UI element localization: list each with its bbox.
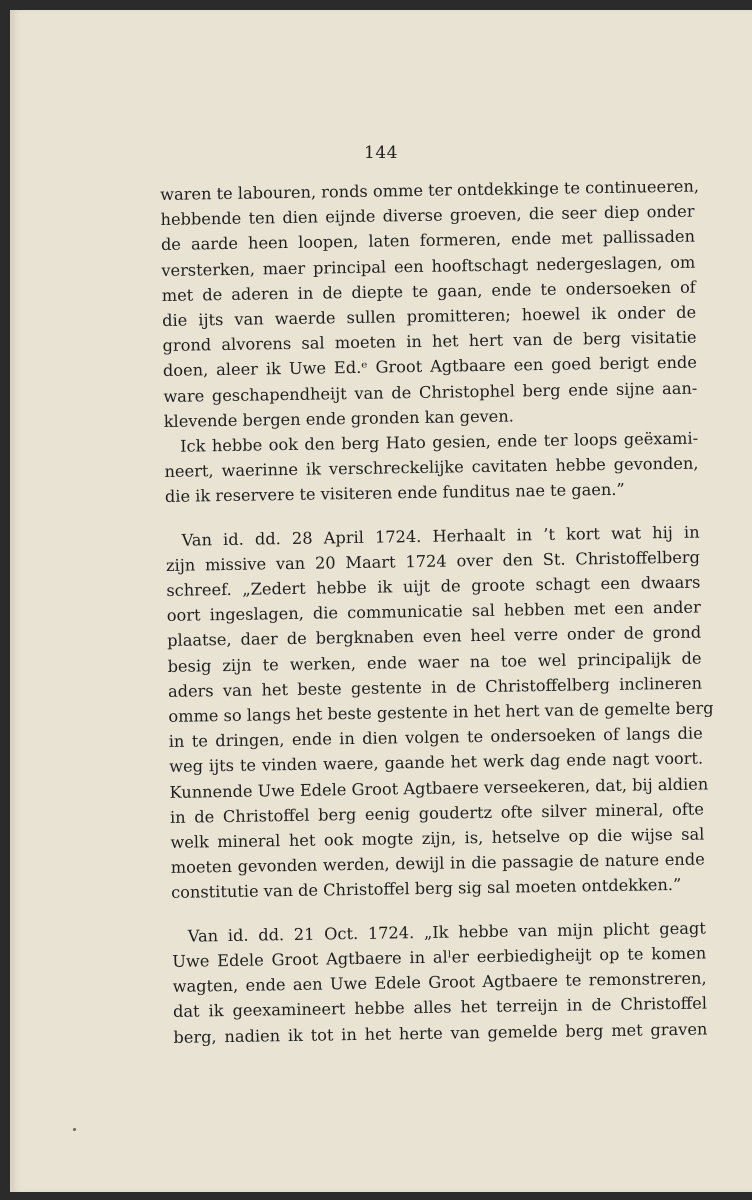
- paragraph-2: [164, 426, 699, 510]
- text-line: besig zijn te werken, ende waer na toe wel principalijk de: [167, 648, 702, 676]
- text-line: ware geschapendheijt van de Christophel berg ende sijne aan-: [163, 378, 698, 406]
- paragraph-1: [160, 174, 698, 434]
- text-line: welk mineral het ook mogte zijn, is, hetselve op die wijse sal: [170, 824, 705, 852]
- text-line: Kunnende Uwe Edele Groot Agtbaere verseekeren, dat, bij aldien: [169, 774, 709, 802]
- text-line: versterken, maer principal een hooftschagt nedergeslagen, om: [161, 252, 696, 280]
- text-line: Ick hebbe ook den berg Hato gesien, ende ter loops geëxami-: [180, 428, 699, 456]
- text-line: klevende bergen ende gronden kan geven.: [163, 406, 515, 431]
- text-line: in te dringen, ende in dien volgen te ondersoeken of langs die: [168, 723, 703, 752]
- text-line: berg, nadien ik tot in het herte van gemelde berg met graven: [173, 1019, 708, 1047]
- text-line: schreef. „Zedert hebbe ik uijt de groote schagt een dwaars: [166, 572, 701, 600]
- page-edge: [10, 10, 14, 1192]
- text-line: Van id. dd. 28 April 1724. Herhaalt in ’t kort wat hij in: [181, 522, 700, 550]
- text-line: die ijts van waerde sullen promitteren; hoewel ik onder de: [162, 302, 697, 330]
- text-line: Uwe Edele Groot Agtbaere in alˡer eerbiedigheijt op te komen: [172, 943, 707, 971]
- text-line: moeten gevonden werden, dewijl in die passagie de nature ende: [170, 849, 705, 878]
- text-line: wagten, ende aen Uwe Edele Groot Agtbaere te remonstreren,: [172, 968, 707, 996]
- text-line: waren te labouren, ronds omme ter ontdekkinge te continueeren,: [160, 176, 700, 204]
- paragraph-3: [165, 519, 714, 905]
- text-line: weg ijts te vinden waere, gaande het werk dag ende nagt voort.: [169, 749, 704, 777]
- text-line: die ik reservere te visiteren ende funditus nae te gaen.”: [164, 480, 625, 507]
- text-line: met de aderen in de diepte te gaan, ende te ondersoeken of: [161, 277, 696, 305]
- book-page: [10, 10, 752, 1192]
- text-line: grond alvorens sal moeten in het hert van de berg visitatie: [162, 327, 697, 356]
- text-line: doen, aleer ik Uwe Ed.ᵉ Groot Agtbaare een goed berigt ende: [162, 353, 698, 381]
- text-line: de aarde heen loopen, laten formeren, ende met pallissaden: [160, 227, 696, 255]
- paper-fleck: [73, 1128, 76, 1131]
- body-text: [160, 174, 714, 1050]
- text-line: oort ingeslagen, die communicatie sal hebben met een ander: [166, 597, 701, 626]
- paragraph-4: [172, 915, 708, 1049]
- text-line: zijn missive van 20 Maart 1724 over den St. Christoffelberg: [165, 547, 701, 575]
- text-line: Van id. dd. 21 Oct. 1724. „Ik hebbe van mijn plicht geagt: [187, 918, 706, 946]
- text-line: omme so langs het beste gestente in het hert van de gemelte berg: [168, 698, 714, 726]
- text-line: in de Christoffel berg eenig goudertz ofte silver mineral, ofte: [169, 799, 705, 827]
- text-line: aders van het beste gestente in de Christoffelberg inclineren: [167, 673, 703, 701]
- text-line: hebbende ten dien eijnde diverse groeven, die seer diep onder: [160, 201, 695, 230]
- text-line: constitutie van de Christoffel berg sig sal moeten ontdekken.”: [171, 875, 682, 903]
- page-number: 144: [364, 143, 398, 163]
- text-line: neert, waerinne ik verschreckelijke cavitaten hebbe gevonden,: [164, 453, 699, 482]
- text-line: dat ik geexamineert hebbe alles het terreijn in de Christoffel: [172, 993, 708, 1022]
- text-line: plaatse, daer de bergknaben even heel verre onder de grond: [167, 623, 702, 651]
